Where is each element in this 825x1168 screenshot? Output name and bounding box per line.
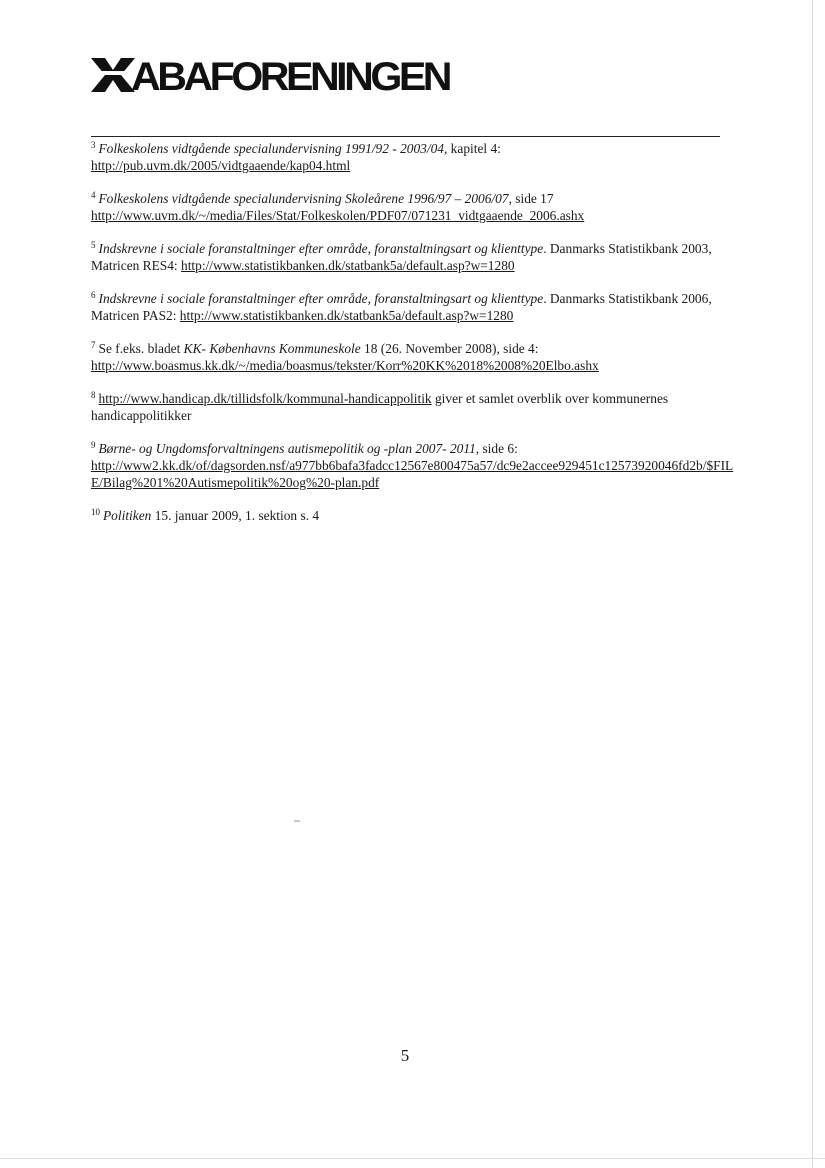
footnote-4 (91, 190, 731, 224)
footnote-6 (91, 290, 731, 324)
scan-edge-bottom (0, 1158, 825, 1159)
footnote-text: Matricen PAS2: (91, 308, 180, 323)
footnote-text: Matricen RES4: (91, 258, 182, 273)
footnote-list (91, 139, 734, 540)
page-number: 5 (400, 1046, 410, 1065)
footnote-number: 6 (91, 289, 96, 300)
footnote-8 (91, 390, 731, 424)
footnote-title: Folkeskolens vidtgående specialundervisning 1991/92 - 2003/04 (98, 141, 444, 156)
footnote-link-continued[interactable]: E/Bilag%201%20Autismepolitik%20og%20-plan.pdf (91, 475, 380, 490)
footnote-number: 5 (91, 239, 96, 250)
footnote-text: 18 (26. November 2008), side 4: (360, 341, 539, 356)
footnote-link[interactable]: http://www.handicap.dk/tillidsfolk/kommunal-handicappolitik (98, 391, 432, 406)
footnote-title: Folkeskolens vidtgående specialundervisning Skoleårene 1996/97 – 2006/07 (98, 191, 509, 206)
footnote-text: , side 6: (475, 441, 518, 456)
footnote-title: Indskrevne i sociale foranstaltninger efter område, foranstaltningsart og klienttype (98, 291, 544, 306)
logo-wordmark: ABAFORENINGEN (131, 56, 451, 94)
logo-emblem-icon (91, 58, 135, 92)
footnote-10 (91, 507, 731, 524)
footnote-number: 9 (91, 439, 96, 450)
footnote-title: KK- Københavns Kommuneskole (183, 341, 361, 356)
footnote-link[interactable]: http://pub.uvm.dk/2005/vidtgaaende/kap04.html (91, 158, 351, 173)
footnote-number: 7 (91, 339, 96, 350)
footnote-title: Børne- og Ungdomsforvaltningens autismepolitik og -plan 2007- 2011 (98, 441, 476, 456)
footnote-link[interactable]: http://www2.kk.dk/of/dagsorden.nsf/a977bb6bafa3fadcc12567e800475a57/dc9e2accee929451c12573920046fd2b/$FIL (91, 458, 734, 473)
footnote-text: Se f.eks. bladet (98, 341, 184, 356)
header-rule (91, 136, 720, 137)
footnote-text: , side 17 (508, 191, 554, 206)
footnote-title: Politiken (103, 508, 152, 523)
footnote-number: 8 (91, 389, 96, 400)
footnote-link[interactable]: http://www.boasmus.kk.dk/~/media/boasmus/tekster/Korr%20KK%2018%2008%20Elbo.ashx (91, 358, 599, 373)
footnote-text: . Danmarks Statistikbank 2006, (543, 291, 712, 306)
footnote-link[interactable]: http://www.statistikbanken.dk/statbank5a/default.asp?w=1280 (181, 258, 515, 273)
footnote-text: giver et samlet overblik over kommunernes (431, 391, 669, 406)
scan-edge-right (812, 0, 813, 1168)
footnote-3 (91, 140, 731, 174)
footnote-title: Indskrevne i sociale foranstaltninger efter område, foranstaltningsart og klienttype (98, 241, 544, 256)
footnote-text: 15. januar 2009, 1. sektion s. 4 (151, 508, 320, 523)
scan-speck (294, 820, 300, 822)
footnote-number: 10 (91, 506, 100, 517)
footnote-number: 4 (91, 189, 96, 200)
footnote-text: handicappolitikker (91, 408, 192, 423)
footnote-9 (91, 439, 734, 491)
footnote-text: . Danmarks Statistikbank 2003, (543, 241, 712, 256)
footnote-7 (91, 340, 731, 374)
footnote-link[interactable]: http://www.statistikbanken.dk/statbank5a/default.asp?w=1280 (179, 308, 514, 323)
footnote-text: , kapitel 4: (443, 141, 501, 156)
footnote-link[interactable]: http://www.uvm.dk/~/media/Files/Stat/Folkeskolen/PDF07/071231_vidtgaaende_2006.ashx (91, 208, 585, 223)
footnote-5 (91, 240, 731, 274)
abaforeningen-logo (91, 56, 453, 94)
footnote-number: 3 (91, 139, 96, 150)
